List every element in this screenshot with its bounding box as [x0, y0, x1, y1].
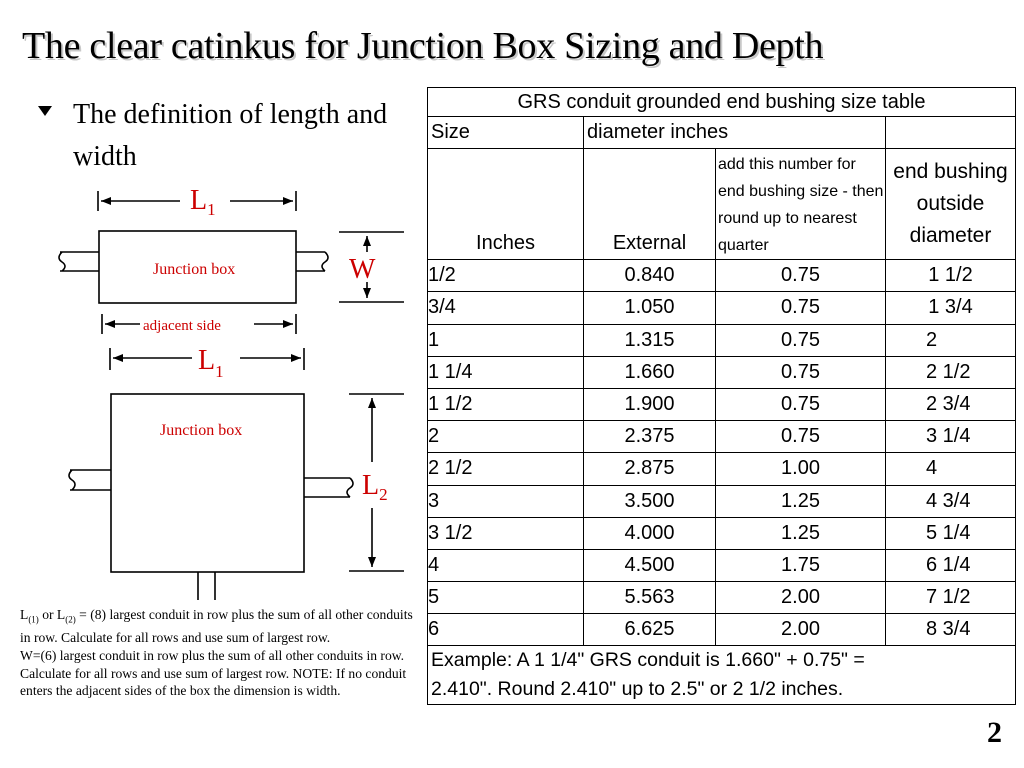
bottom-box-label: Junction box	[160, 422, 243, 439]
cell-size: 2	[428, 421, 584, 453]
cell-end-diameter: 4 3/4	[886, 485, 1016, 517]
cell-size: 2 1/2	[428, 453, 584, 485]
cell-external: 0.840	[584, 260, 716, 292]
example-line-1: Example: A 1 1/4" GRS conduit is 1.660" + 0.75" =	[428, 646, 1016, 676]
cell-end-diameter: 2 1/2	[886, 356, 1016, 388]
cell-add: 0.75	[716, 421, 886, 453]
table-caption: GRS conduit grounded end bushing size table	[428, 88, 1016, 117]
example-line-2: 2.410". Round 2.410" up to 2.5" or 2 1/2 inches.	[428, 675, 1016, 705]
cell-end-diameter: 8 3/4	[886, 614, 1016, 646]
cell-add: 0.75	[716, 292, 886, 324]
cell-add: 1.75	[716, 549, 886, 581]
cell-size: 5	[428, 582, 584, 614]
slide-title: The clear catinkus for Junction Box Sizing and Depth	[22, 25, 824, 67]
cell-end-diameter: 5 1/4	[886, 517, 1016, 549]
l1-mid-label: $L_1$	[198, 345, 224, 381]
cell-end-diameter: 4	[886, 453, 1016, 485]
cell-size: 1/2	[428, 260, 584, 292]
cell-end-diameter: 2	[886, 324, 1016, 356]
cell-size: 3	[428, 485, 584, 517]
cell-add: 1.00	[716, 453, 886, 485]
cell-external: 3.500	[584, 485, 716, 517]
sizing-notes	[20, 606, 420, 700]
cell-external: 2.375	[584, 421, 716, 453]
cell-end-diameter: 6 1/4	[886, 549, 1016, 581]
cell-size: 1	[428, 324, 584, 356]
header-external: External	[584, 149, 716, 260]
table-row	[428, 260, 1016, 292]
bullet-text: The definition of length and width	[73, 99, 388, 172]
cell-size: 1 1/2	[428, 388, 584, 420]
note-width: W=(6) largest conduit in row plus the sum of all other conduits in row. Calculate for all rows and use sum of largest row. NOTE: If no conduit enters the adjacent sides of the box the dimension is width.	[20, 647, 407, 699]
header-diameter: diameter inches	[584, 117, 886, 149]
cell-add: 0.75	[716, 388, 886, 420]
cell-external: 4.000	[584, 517, 716, 549]
grs-bushing-table	[427, 87, 1016, 705]
cell-end-diameter: 1 1/2	[886, 260, 1016, 292]
table-row	[428, 517, 1016, 549]
cell-add: 2.00	[716, 614, 886, 646]
page-number: 2	[987, 716, 1002, 749]
table-row	[428, 388, 1016, 420]
cell-size: 1 1/4	[428, 356, 584, 388]
header-inches: Inches	[428, 149, 584, 260]
header-end-bushing: end bushing outside diameter	[886, 149, 1016, 260]
cell-size: 3 1/2	[428, 517, 584, 549]
l1-top-label: $L_1$	[190, 185, 216, 219]
cell-add: 2.00	[716, 582, 886, 614]
cell-external: 5.563	[584, 582, 716, 614]
cell-end-diameter: 1 3/4	[886, 292, 1016, 324]
cell-end-diameter: 7 1/2	[886, 582, 1016, 614]
cell-size: 3/4	[428, 292, 584, 324]
table-row	[428, 324, 1016, 356]
cell-external: 1.900	[584, 388, 716, 420]
junction-box-diagram	[0, 0, 430, 600]
cell-end-diameter: 2 3/4	[886, 388, 1016, 420]
cell-external: 1.660	[584, 356, 716, 388]
cell-external: 6.625	[584, 614, 716, 646]
cell-size: 4	[428, 549, 584, 581]
header-size: Size	[428, 117, 584, 149]
cell-add: 0.75	[716, 356, 886, 388]
cell-add: 1.25	[716, 485, 886, 517]
header-add-number: add this number for end bushing size - then round up to nearest quarter	[716, 149, 886, 260]
cell-size: 6	[428, 614, 584, 646]
table-row	[428, 421, 1016, 453]
table-row	[428, 485, 1016, 517]
cell-add: 0.75	[716, 324, 886, 356]
table-row	[428, 549, 1016, 581]
table-row	[428, 582, 1016, 614]
table-row	[428, 292, 1016, 324]
cell-external: 4.500	[584, 549, 716, 581]
w-label: W	[349, 254, 376, 285]
cell-external: 2.875	[584, 453, 716, 485]
cell-add: 0.75	[716, 260, 886, 292]
table-row	[428, 356, 1016, 388]
cell-external: 1.050	[584, 292, 716, 324]
cell-add: 1.25	[716, 517, 886, 549]
top-box-label: Junction box	[153, 261, 236, 278]
l2-label: $L_2$	[362, 470, 388, 504]
note-length: $L_{(1)}$ or $L_{(2)} = (8)$ largest conduit in row plus the sum of all other conduits in row. Calculate for all rows and use sum of largest row.	[20, 607, 413, 646]
cell-external: 1.315	[584, 324, 716, 356]
table-row	[428, 453, 1016, 485]
adjacent-side-label: adjacent side	[143, 318, 221, 334]
cell-end-diameter: 3 1/4	[886, 421, 1016, 453]
table-row	[428, 614, 1016, 646]
